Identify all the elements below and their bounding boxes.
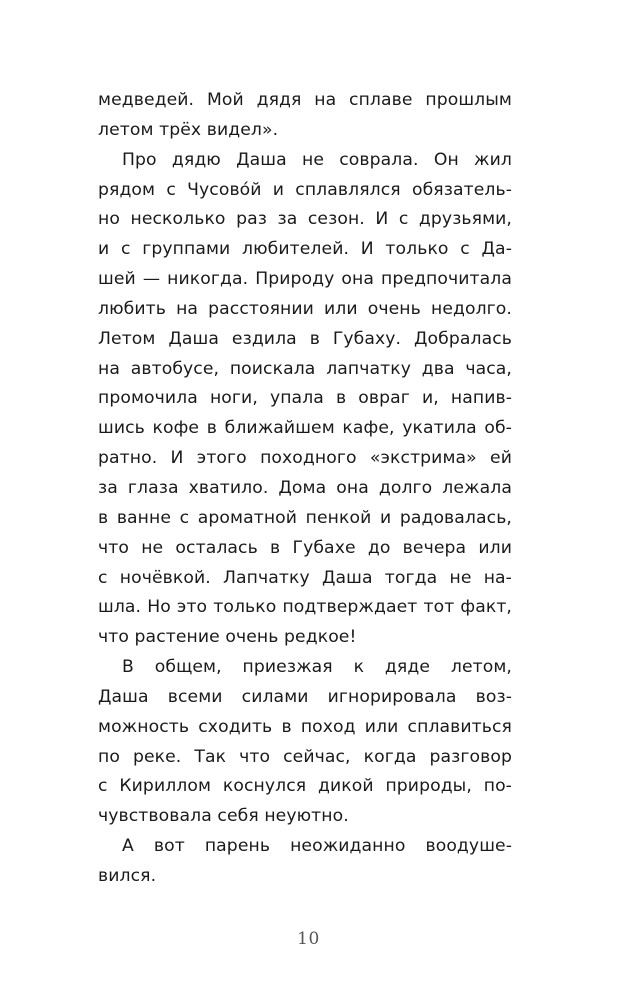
text-line: с Кириллом коснулся дикой природы, по- — [98, 776, 512, 797]
text-line: ратно. И этого походного «экстрима» ей — [98, 448, 512, 469]
text-line: чувствовала себя неуютно. — [98, 806, 349, 827]
text-line: рядом с Чусово́й и сплавлялся обязатель- — [98, 179, 512, 200]
text-line: шла. Но это только подтверждает тот факт, — [98, 597, 512, 618]
text-line: промочила ноги, упала в овраг и, напив- — [98, 388, 512, 409]
text-line: Даша всеми силами игнорировала воз- — [98, 686, 512, 707]
text-line: В общем, приезжая к дяде летом, — [122, 657, 512, 678]
text-line: что не осталась в Губахе до вечера или — [98, 537, 512, 558]
text-line: шей — никогда. Природу она предпочитала — [98, 269, 512, 290]
text-line: что растение очень редкое! — [98, 627, 357, 648]
text-line: и с группами любителей. И только с Да- — [98, 239, 512, 260]
text-line: вился. — [98, 865, 157, 886]
text-line: но несколько раз за сезон. И с друзьями, — [98, 209, 512, 230]
text-line: медведей. Мой дядя на сплаве прошлым — [98, 90, 512, 110]
text-line: шись кофе в ближайшем кафе, укатила об- — [98, 418, 512, 439]
text-line: Летом Даша ездила в Губаху. Добралась — [98, 328, 512, 349]
text-line: в ванне с ароматной пенкой и радовалась, — [98, 507, 512, 528]
body-text — [98, 86, 512, 892]
text-line: с ночёвкой. Лапчатку Даша тогда не на- — [98, 567, 512, 588]
text-line: любить на расстоянии или очень недолго. — [98, 298, 512, 319]
page-number: 10 — [297, 929, 320, 949]
text-line: можность сходить в поход или сплавиться — [98, 716, 512, 737]
text-line: на автобусе, поискала лапчатку два часа, — [98, 358, 512, 379]
text-line: Про дядю Даша не соврала. Он жил — [122, 149, 512, 170]
text-line: А вот парень неожиданно воодуше- — [122, 836, 512, 857]
text-line: по реке. Так что сейчас, когда разговор — [98, 746, 512, 767]
text-line: летом трёх видел». — [98, 119, 279, 140]
text-line: за глаза хватило. Дома она долго лежала — [98, 477, 512, 498]
